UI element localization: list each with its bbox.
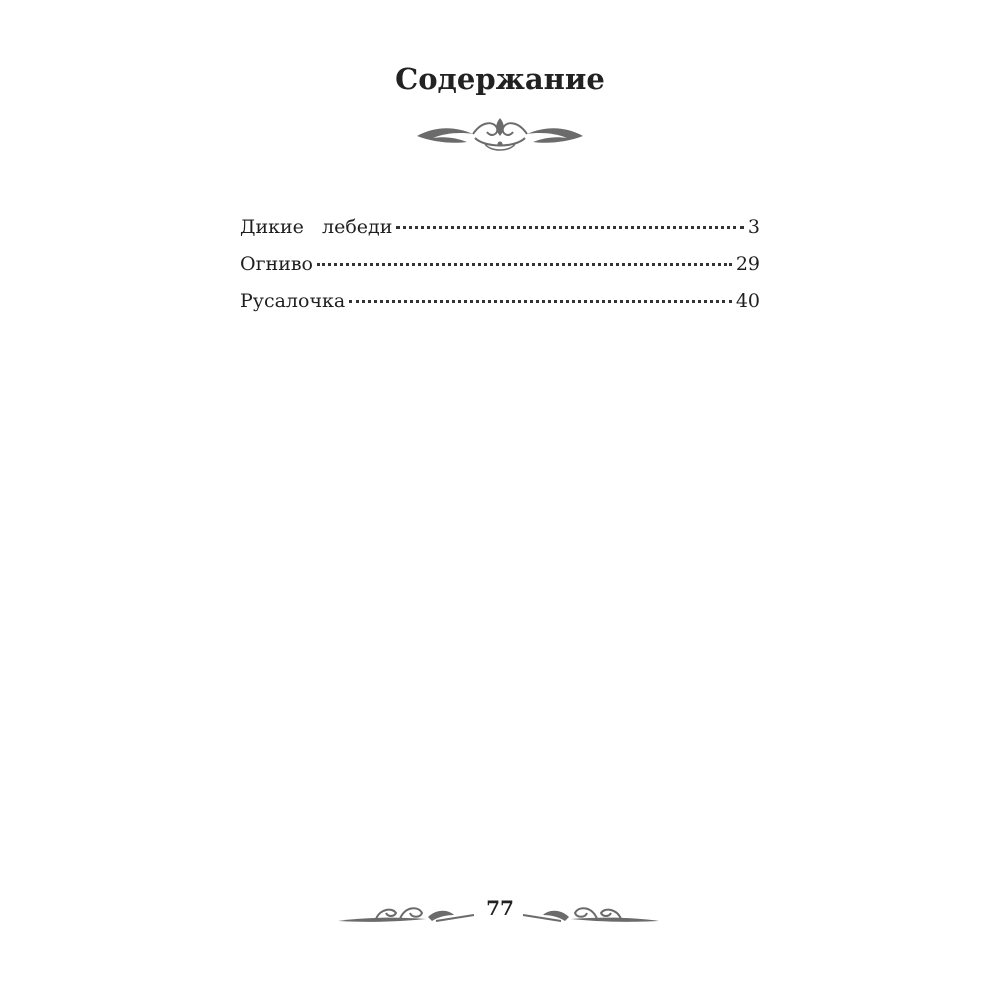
- toc-entry-title: Дикие лебеди: [240, 216, 393, 238]
- toc-entry-1[interactable]: [240, 216, 760, 253]
- toc-entry-2[interactable]: [240, 253, 760, 290]
- flourish-divider-icon: [415, 114, 585, 156]
- table-of-contents: [240, 216, 760, 327]
- toc-entry-title: Огниво: [240, 253, 313, 275]
- flourish-right-icon: [521, 899, 661, 929]
- toc-entry-page: 40: [735, 290, 760, 312]
- flourish-left-icon: [336, 899, 476, 929]
- page-footer: [0, 893, 1000, 933]
- dot-leader: [396, 226, 744, 229]
- page-number: 77: [486, 896, 514, 920]
- toc-entry-page: 29: [735, 253, 760, 275]
- toc-entry-title: Русалочка: [240, 290, 346, 312]
- dot-leader: [317, 263, 732, 266]
- dot-leader: [349, 300, 732, 303]
- toc-entry-page: 3: [747, 216, 760, 238]
- page-title: Содержание: [395, 62, 605, 96]
- toc-entry-3[interactable]: [240, 290, 760, 327]
